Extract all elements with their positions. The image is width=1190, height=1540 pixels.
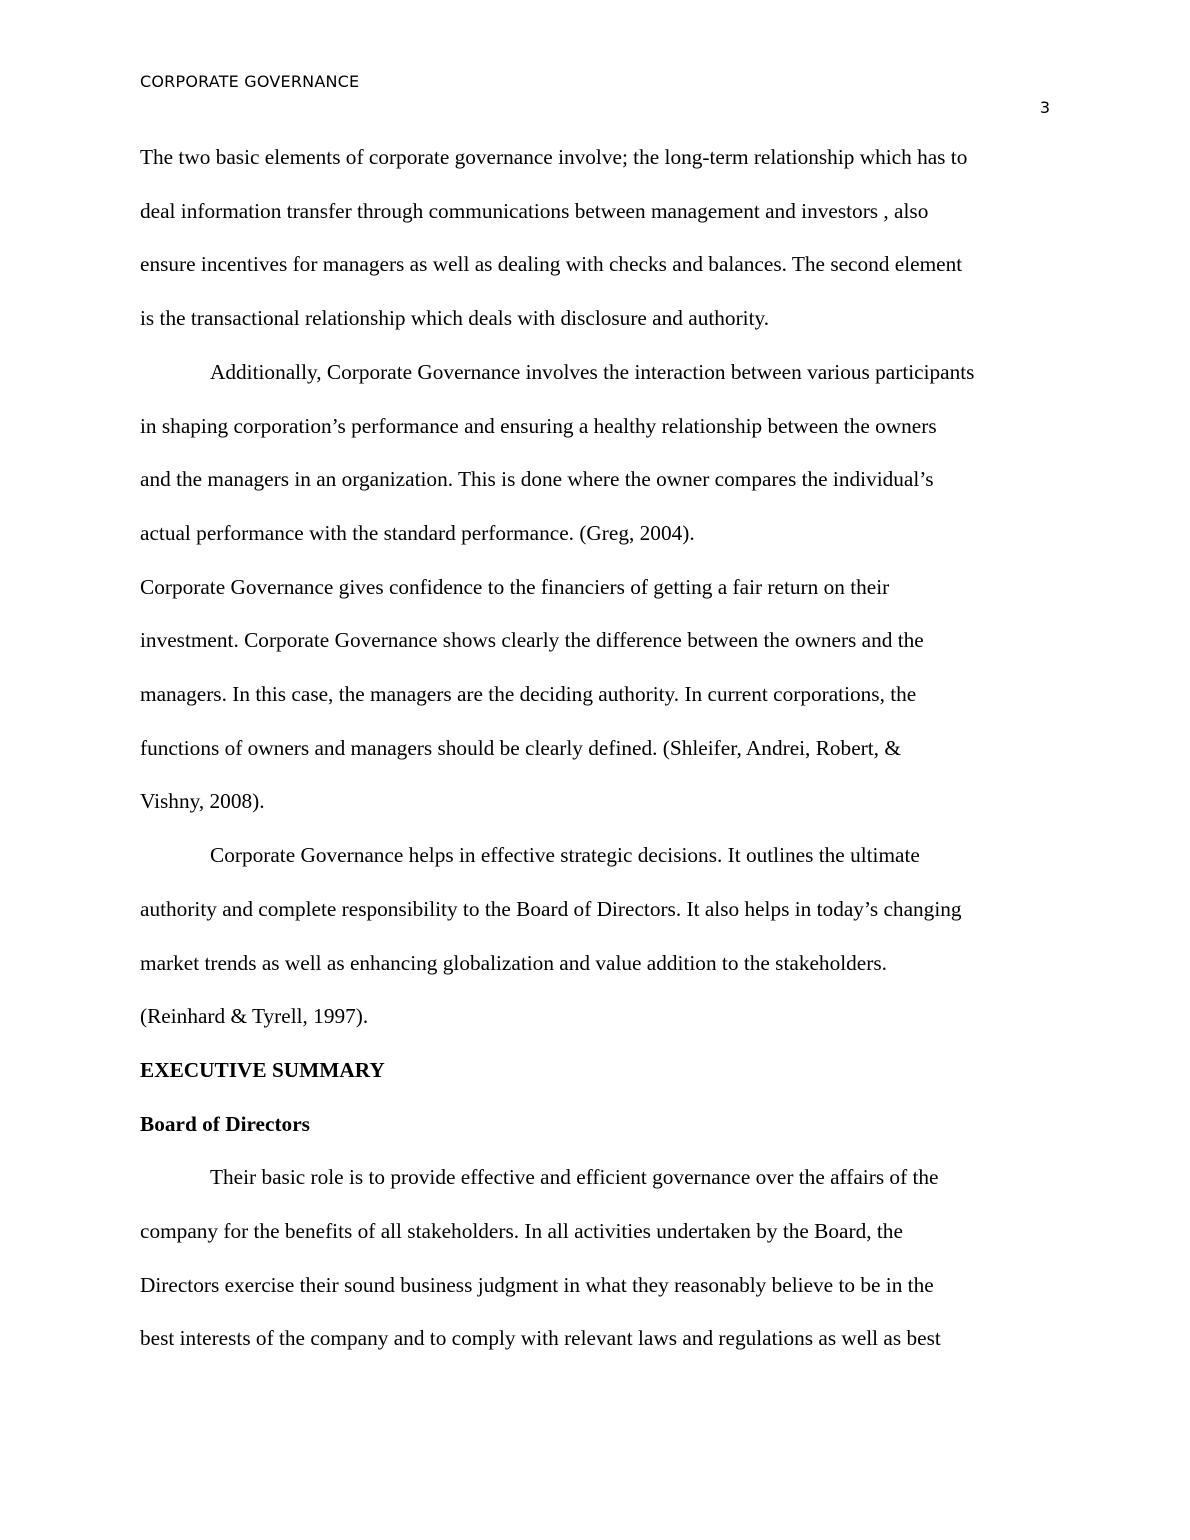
text-line: Corporate Governance helps in effective strategic decisions. It outlines the ultimate: [210, 843, 920, 868]
text-line: functions of owners and managers should be clearly defined. (Shleifer, Andrei, Robert, &: [140, 735, 901, 760]
text-line: in shaping corporation’s performance and ensuring a healthy relationship between the owners: [140, 413, 937, 438]
paragraph-additionally: [140, 346, 1052, 561]
text-line: Corporate Governance gives confidence to the financiers of getting a fair return on their: [140, 574, 890, 599]
text-line: The two basic elements of corporate governance involve; the long-term relationship which has to: [140, 145, 968, 169]
text-line: ensure incentives for managers as well as dealing with checks and balances. The second element: [140, 252, 963, 277]
text-line: (Reinhard & Tyrell, 1997).: [140, 1004, 369, 1029]
document-body: [140, 131, 1052, 1366]
text-line: deal information transfer through communications between management and investors , also: [140, 198, 929, 223]
paragraph-basic-elements: [140, 131, 1052, 346]
text-line: Their basic role is to provide effective and efficient governance over the affairs of the: [210, 1165, 939, 1190]
page-number: 3: [1039, 98, 1050, 117]
text-line: Directors exercise their sound business judgment in what they reasonably believe to be in the: [140, 1272, 934, 1297]
heading-executive-summary: EXECUTIVE SUMMARY: [140, 1057, 385, 1082]
text-line: company for the benefits of all stakeholders. In all activities undertaken by the Board, the: [140, 1219, 903, 1244]
text-line: is the transactional relationship which deals with disclosure and authority.: [140, 306, 770, 331]
text-line: actual performance with the standard performance. (Greg, 2004).: [140, 520, 695, 545]
text-line: Vishny, 2008).: [140, 789, 265, 814]
paragraph-board-role: [140, 1151, 1052, 1366]
text-line: market trends as well as enhancing globalization and value addition to the stakeholders.: [140, 950, 887, 975]
heading-board-of-directors: Board of Directors: [140, 1111, 310, 1136]
text-line: investment. Corporate Governance shows clearly the difference between the owners and the: [140, 628, 924, 653]
text-line: managers. In this case, the managers are the deciding authority. In current corporations, the: [140, 682, 917, 707]
text-line: best interests of the company and to comply with relevant laws and regulations as well as best: [140, 1326, 941, 1351]
paragraph-strategic-decisions: [140, 829, 1052, 1044]
text-line: and the managers in an organization. This is done where the owner compares the individual’s: [140, 467, 934, 492]
text-line: Additionally, Corporate Governance involves the interaction between various participants: [210, 359, 975, 384]
text-line: authority and complete responsibility to the Board of Directors. It also helps in today’s changing: [140, 896, 962, 921]
running-head: CORPORATE GOVERNANCE: [140, 72, 360, 91]
paragraph-confidence: [140, 561, 1052, 830]
